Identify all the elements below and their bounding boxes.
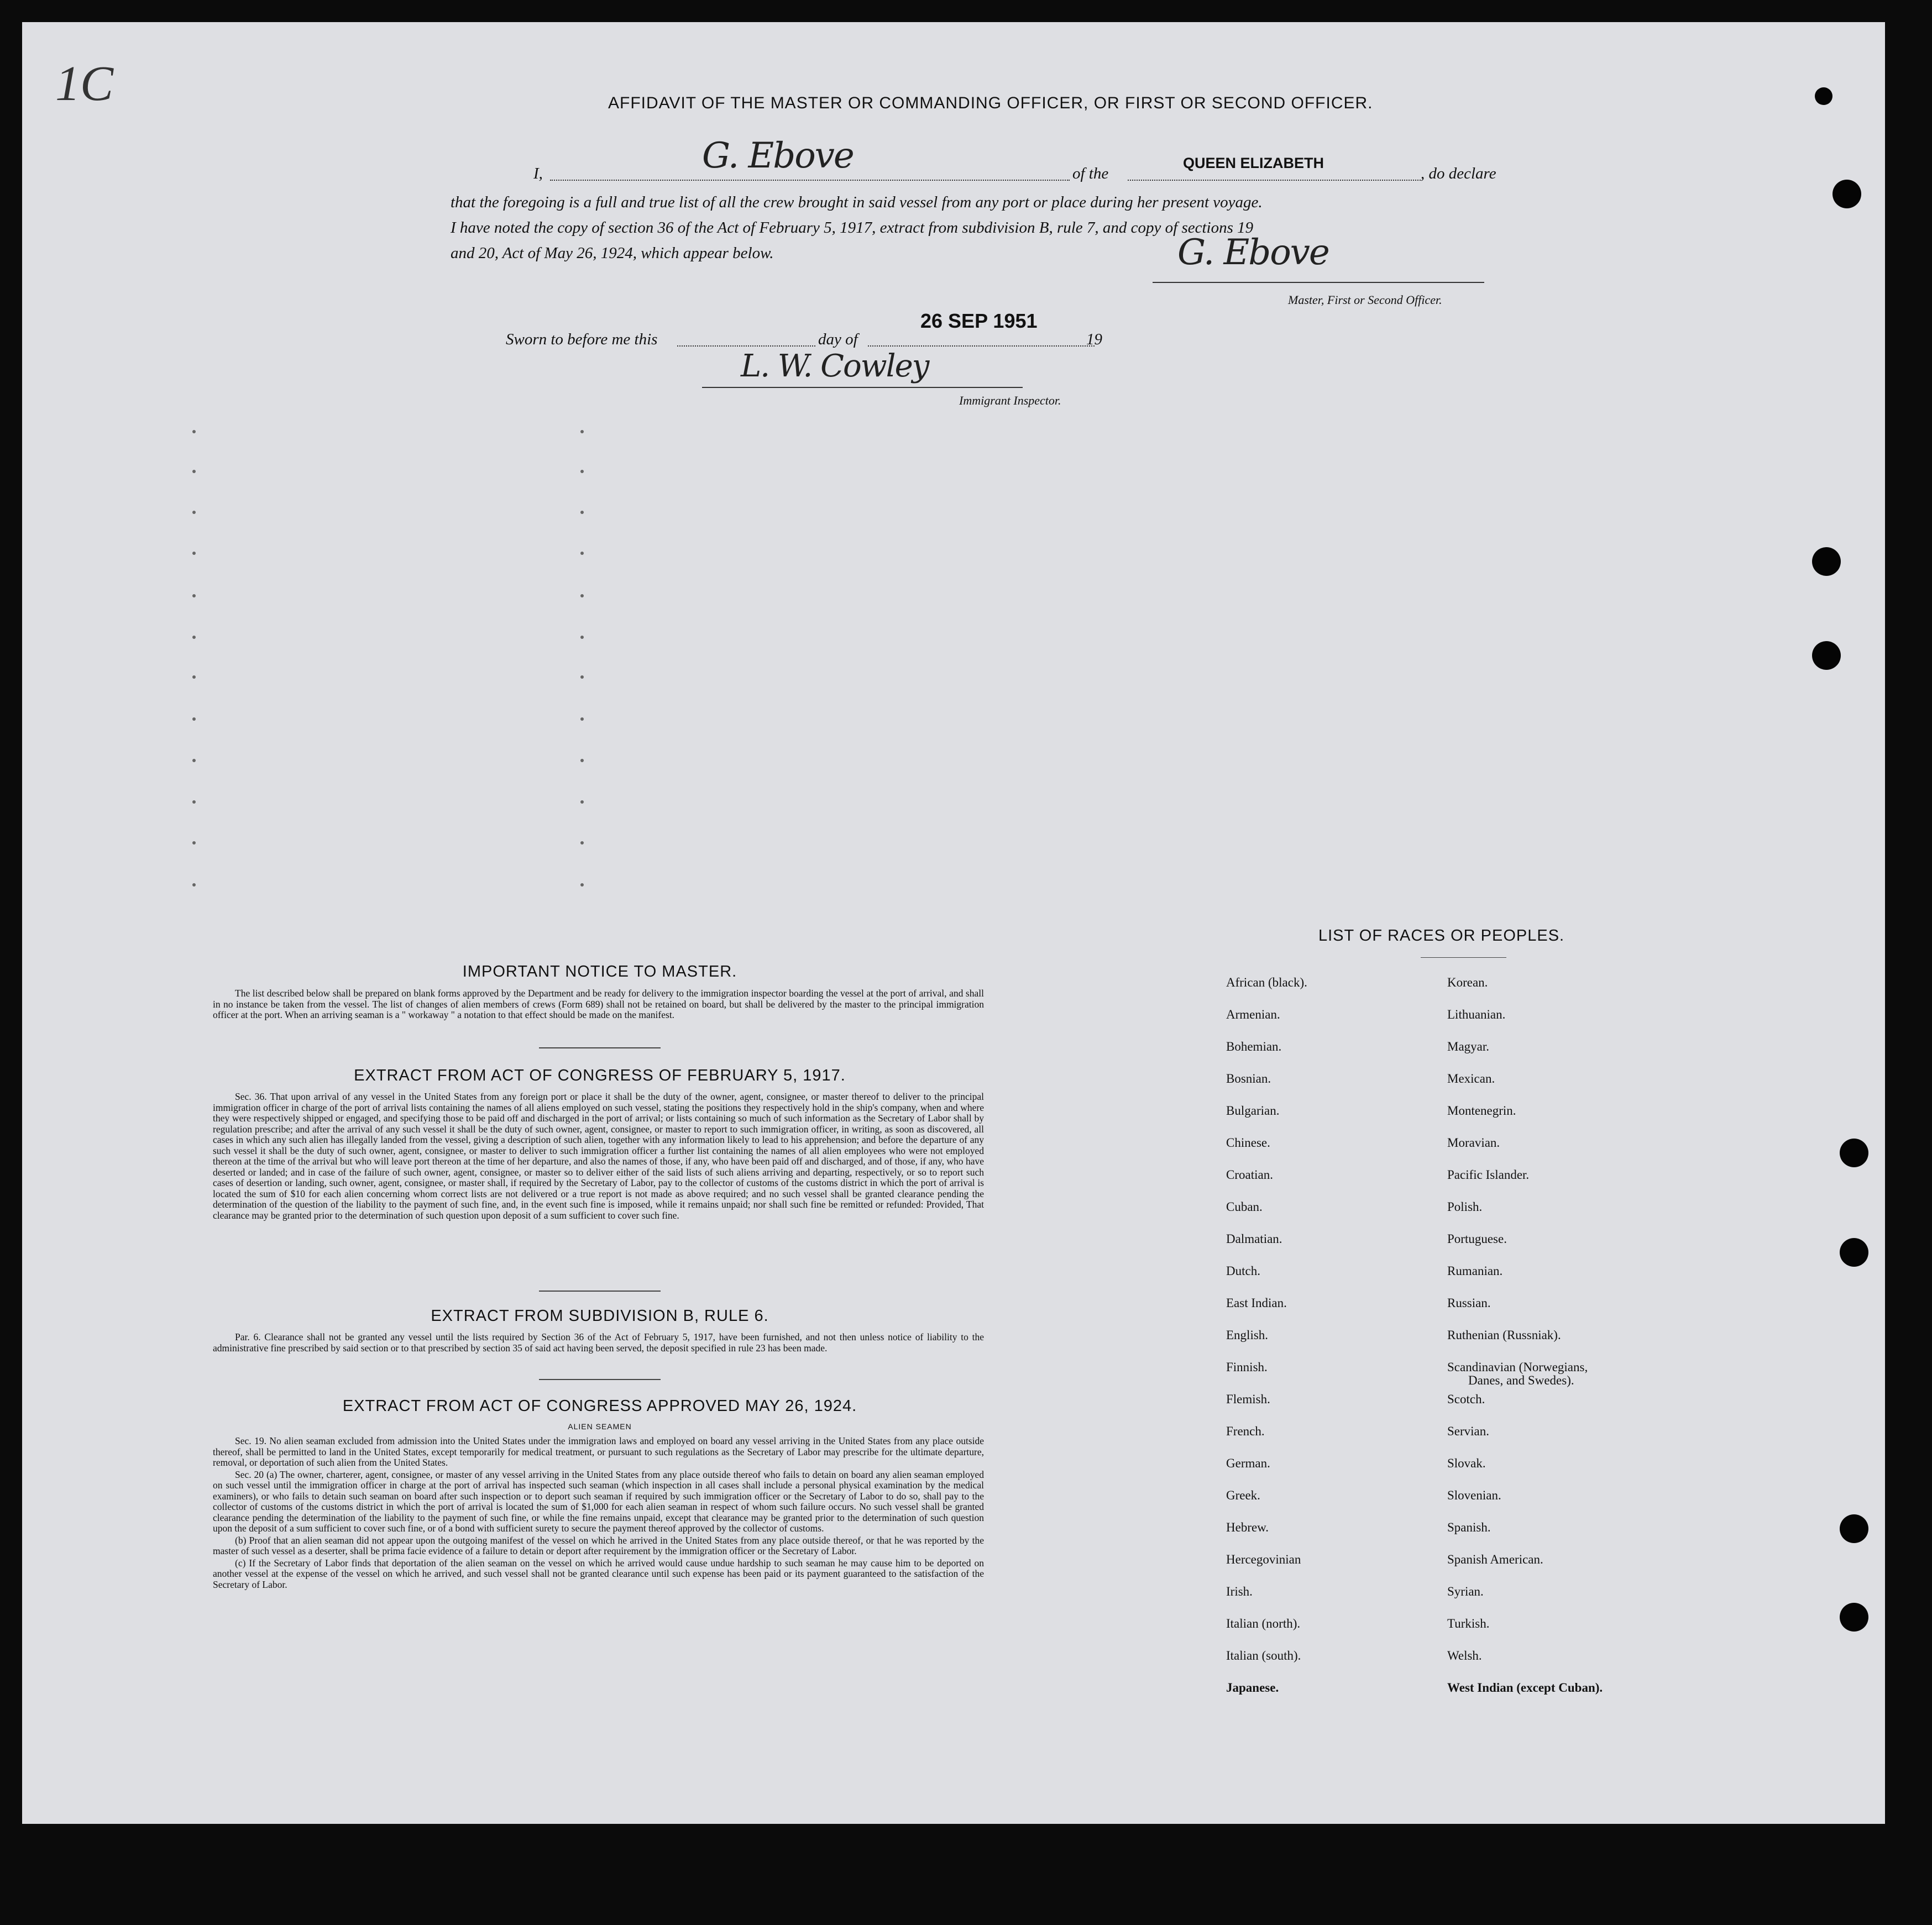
sec-19-paragraph: Sec. 19. No alien seaman excluded from admission into the United States under the immigration laws and employed on board any vessel arriving in the United States from any place outside thereof, shall be permitted to land in the United States, except temporarily for medical treatment, or pursuant to such regulations as the Secretary of Labor may prescribe for the ultimate departure, removal, or deportation of such alien from the United States. bbox=[213, 1435, 984, 1468]
race-item: Italian (north). bbox=[1226, 1617, 1301, 1630]
affidavit-i-label: I, bbox=[533, 165, 543, 182]
race-item: East Indian. bbox=[1226, 1296, 1287, 1310]
master-signature: G. Ebove bbox=[1177, 232, 1329, 273]
punch-hole bbox=[1812, 547, 1841, 576]
race-item: Servian. bbox=[1447, 1424, 1490, 1438]
extract-1917-text bbox=[213, 1092, 984, 1222]
race-item: Mexican. bbox=[1447, 1072, 1495, 1085]
race-item: Dutch. bbox=[1226, 1264, 1260, 1278]
alien-seamen-subtitle: ALIEN SEAMEN bbox=[568, 1422, 632, 1431]
race-item: Bulgarian. bbox=[1226, 1104, 1280, 1118]
race-item: Japanese. bbox=[1226, 1681, 1279, 1695]
sworn-day-line bbox=[677, 345, 815, 347]
inspector-signature: L. W. Cowley bbox=[741, 348, 929, 384]
race-item: Scotch. bbox=[1447, 1392, 1485, 1406]
race-item: Cuban. bbox=[1226, 1200, 1263, 1214]
race-item: Scandinavian (Norwegians, bbox=[1447, 1360, 1588, 1374]
sworn-date-stamp: 26 SEP 1951 bbox=[920, 310, 1038, 332]
rule6-title: EXTRACT FROM SUBDIVISION B, RULE 6. bbox=[431, 1307, 769, 1325]
rule6-rule bbox=[539, 1379, 661, 1380]
race-item: German. bbox=[1226, 1456, 1270, 1470]
race-item: Turkish. bbox=[1447, 1617, 1490, 1630]
race-item: Irish. bbox=[1226, 1585, 1253, 1598]
race-item: Welsh. bbox=[1447, 1649, 1482, 1662]
extract-1924-text bbox=[213, 1436, 984, 1591]
notice-paragraph: The list described below shall be prepared on blank forms approved by the Department and be ready for delivery to the immigration inspector boarding the vessel at the port of arrival, and shall in no instance be taken from the vessel. The list of changes of alien members of crews (Form 689) shall not be retained on board, but shall be delivered by the master to the principal immigration officer at the port. When an arriving seaman is a " workaway " a notation to that effect should be made on the manifest. bbox=[213, 988, 984, 1020]
margin-note: 1C bbox=[55, 56, 114, 111]
race-item: Spanish. bbox=[1447, 1520, 1491, 1534]
affidavit-line-2: that the foregoing is a full and true list of all the crew brought in said vessel from any port or place during her present voyage. bbox=[451, 193, 1263, 211]
sec-20b-paragraph: (b) Proof that an alien seaman did not appear upon the outgoing manifest of the vessel on which he arrived in the United States from any place outside thereof, or that he was reported by the master of such vessel as a deserter, shall be prima facie evidence of a failure to detain or deport after requirement by the immigration officer or the Secretary of Labor. bbox=[213, 1534, 984, 1556]
rule6-text bbox=[213, 1332, 984, 1355]
race-item: Pacific Islander. bbox=[1447, 1168, 1530, 1182]
race-item: Spanish American. bbox=[1447, 1552, 1543, 1566]
race-item: African (black). bbox=[1226, 975, 1307, 989]
extract-1917-paragraph: Sec. 36. That upon arrival of any vessel in the United States from any foreign port or place it shall be the duty of the owner, agent, consignee, or master thereof to deliver to the principal immigration officer in charge of the port of arrival lists containing the names of all aliens employed on such vessel, stating the positions they respectively hold in the ship's company, when and where they were respectively shipped or engaged, and specifying those to be paid off and discharged in the port of arrival; or lists containing so much of such information as the Secretary of Labor shall by regulation prescribe; and after the arrival of any such vessel it shall be the duty of such owner, agent, consignee, or master to report to such immigration officer, in writing, as soon as discovered, all cases in which any such alien has illegally landed from the vessel, giving a description of such alien, together with any information likely to lead to his apprehension; and before the departure of any such vessel it shall be the duty of such owner, agent, consignee, or master to deliver to such immigration officer a further list containing the names of all alien employees who were not employed thereon at the time of the arrival but who will leave port thereon at the time of her departure, and also the names of those, if any, who have been paid off and discharged, and of those, if any, who have deserted or landed; and in case of the failure of such owner, agent, consignee, or master so to deliver either of the said lists of such aliens arriving and departing, respectively, or so to report such cases of desertion or landing, such owner, agent, consignee, or master shall, if required by the Secretary of Labor, pay to the collector of customs of the customs district in which the port of arrival is located the sum of $10 for each alien concerning whom correct lists are not delivered or a true report is not made as above required; and no such vessel shall be granted clearance pending the determination of the question of the liability to the payment of such fine, and, in the event such fine is imposed, while it remains unpaid; nor shall such fine be remitted or refunded: Provided, That clearance may be granted prior to the determination of such question upon deposit of a sum sufficient to cover such fine. bbox=[213, 1091, 984, 1221]
race-item: Montenegrin. bbox=[1447, 1104, 1516, 1118]
punch-hole bbox=[1840, 1514, 1868, 1543]
race-item: West Indian (except Cuban). bbox=[1447, 1681, 1603, 1695]
race-item: Rumanian. bbox=[1447, 1264, 1503, 1278]
race-item: Polish. bbox=[1447, 1200, 1483, 1214]
sworn-label: Sworn to before me this bbox=[506, 331, 658, 348]
race-item: Chinese. bbox=[1226, 1136, 1270, 1150]
race-item: Ruthenian (Russniak). bbox=[1447, 1328, 1561, 1342]
race-item: Bohemian. bbox=[1226, 1040, 1282, 1053]
punch-hole bbox=[1840, 1238, 1868, 1267]
do-declare-label: , do declare bbox=[1421, 165, 1496, 182]
race-item: Portuguese. bbox=[1447, 1232, 1507, 1246]
race-item: Magyar. bbox=[1447, 1040, 1490, 1053]
notice-rule bbox=[539, 1047, 661, 1048]
race-item: Hebrew. bbox=[1226, 1520, 1269, 1534]
master-signature-line bbox=[1153, 282, 1484, 283]
year-prefix: 19 bbox=[1086, 331, 1102, 348]
master-name-line bbox=[550, 180, 1070, 181]
punch-hole bbox=[1832, 180, 1861, 208]
race-item: Russian. bbox=[1447, 1296, 1491, 1310]
affidavit-title: AFFIDAVIT OF THE MASTER OR COMMANDING OFFICER, OR FIRST OR SECOND OFFICER. bbox=[608, 94, 1373, 112]
race-item: Bosnian. bbox=[1226, 1072, 1271, 1085]
race-item: English. bbox=[1226, 1328, 1269, 1342]
race-item: Flemish. bbox=[1226, 1392, 1270, 1406]
race-item: Slovak. bbox=[1447, 1456, 1486, 1470]
punch-hole bbox=[1840, 1603, 1868, 1632]
ship-name: QUEEN ELIZABETH bbox=[1183, 155, 1324, 171]
race-item: Lithuanian. bbox=[1447, 1008, 1506, 1021]
affidavit-line-4: and 20, Act of May 26, 1924, which appear below. bbox=[451, 244, 774, 262]
race-item: Armenian. bbox=[1226, 1008, 1280, 1021]
extract-1917-rule bbox=[539, 1291, 661, 1292]
punch-hole bbox=[1812, 641, 1841, 670]
races-title: LIST OF RACES OR PEOPLES. bbox=[1318, 927, 1565, 945]
race-item: Moravian. bbox=[1447, 1136, 1500, 1150]
race-item: Syrian. bbox=[1447, 1585, 1484, 1598]
ship-name-line bbox=[1128, 180, 1421, 181]
race-item: Korean. bbox=[1447, 975, 1488, 989]
race-item-continuation: Danes, and Swedes). bbox=[1468, 1373, 1574, 1387]
inspector-signature-line bbox=[702, 387, 1023, 388]
day-of-label: day of bbox=[818, 331, 858, 348]
of-the-label: of the bbox=[1072, 165, 1109, 182]
master-caption: Master, First or Second Officer. bbox=[1288, 293, 1442, 307]
affidavit-line-3: I have noted the copy of section 36 of the Act of February 5, 1917, extract from subdivision B, rule 7, and copy of sections 19 bbox=[451, 219, 1254, 237]
race-item: Greek. bbox=[1226, 1488, 1260, 1502]
extract-1917-title: EXTRACT FROM ACT OF CONGRESS OF FEBRUARY 5, 1917. bbox=[354, 1067, 846, 1084]
race-item: Slovenian. bbox=[1447, 1488, 1501, 1502]
punch-hole bbox=[1840, 1139, 1868, 1167]
rule6-paragraph: Par. 6. Clearance shall not be granted any vessel until the lists required by Section 36 of the Act of February 5, 1917, have been furnished, and not then unless notice of liability to the administrative fine prescribed by said section or to that prescribed by section 35 of said act having been served, the deposit specified in rule 23 has been made. bbox=[213, 1331, 984, 1354]
race-item: French. bbox=[1226, 1424, 1265, 1438]
race-item: Finnish. bbox=[1226, 1360, 1268, 1374]
sec-20c-paragraph: (c) If the Secretary of Labor finds that deportation of the alien seaman on the vessel on which he arrived would cause undue hardship to such seaman he may cause him to be deported on another vessel at the expense of the vessel on which he arrived, and such vessel shall not be granted clearance until such expense has been paid or its payment guaranteed to the satisfaction of the Secretary of Labor. bbox=[213, 1557, 984, 1590]
extract-1924-title: EXTRACT FROM ACT OF CONGRESS APPROVED MAY 26, 1924. bbox=[342, 1397, 857, 1415]
manifest-page bbox=[22, 22, 1885, 1824]
race-item: Croatian. bbox=[1226, 1168, 1273, 1182]
notice-title: IMPORTANT NOTICE TO MASTER. bbox=[462, 963, 737, 980]
race-item: Dalmatian. bbox=[1226, 1232, 1282, 1246]
sworn-month-line bbox=[868, 345, 1095, 347]
inspector-caption: Immigrant Inspector. bbox=[959, 394, 1061, 407]
sec-20a-paragraph: Sec. 20 (a) The owner, charterer, agent, consignee, or master of any vessel arriving in the United States from any place outside thereof who fails to detain on board any alien seaman employed on such vessel until the immigration officer in charge at the port of arrival has inspected such seaman (which inspection in all cases shall include a personal physical examination by the medical examiners), or who fails to detain such seaman on board after such inspection or to deport such seaman if required by such immigration officer or the Secretary of Labor to do so, shall pay to the collector of customs of the customs district in which the port of arrival is located the sum of $1,000 for each alien seaman in respect of whom such failure occurs. No such vessel shall be granted clearance pending the determination of the liability to the payment of such fine, or while the fine remains unpaid, except that clearance may be granted prior to the determination of such question upon the deposit of a sum sufficient to cover such fine, or of a bond with sufficient surety to secure the payment thereof approved by the collector of customs. bbox=[213, 1468, 984, 1534]
race-item: Italian (south). bbox=[1226, 1649, 1301, 1662]
punch-hole bbox=[1815, 87, 1832, 105]
master-signature-top: G. Ebove bbox=[702, 135, 854, 176]
races-rule bbox=[1421, 957, 1506, 958]
notice-text bbox=[213, 988, 984, 1022]
race-item: Hercegovinian bbox=[1226, 1552, 1301, 1566]
